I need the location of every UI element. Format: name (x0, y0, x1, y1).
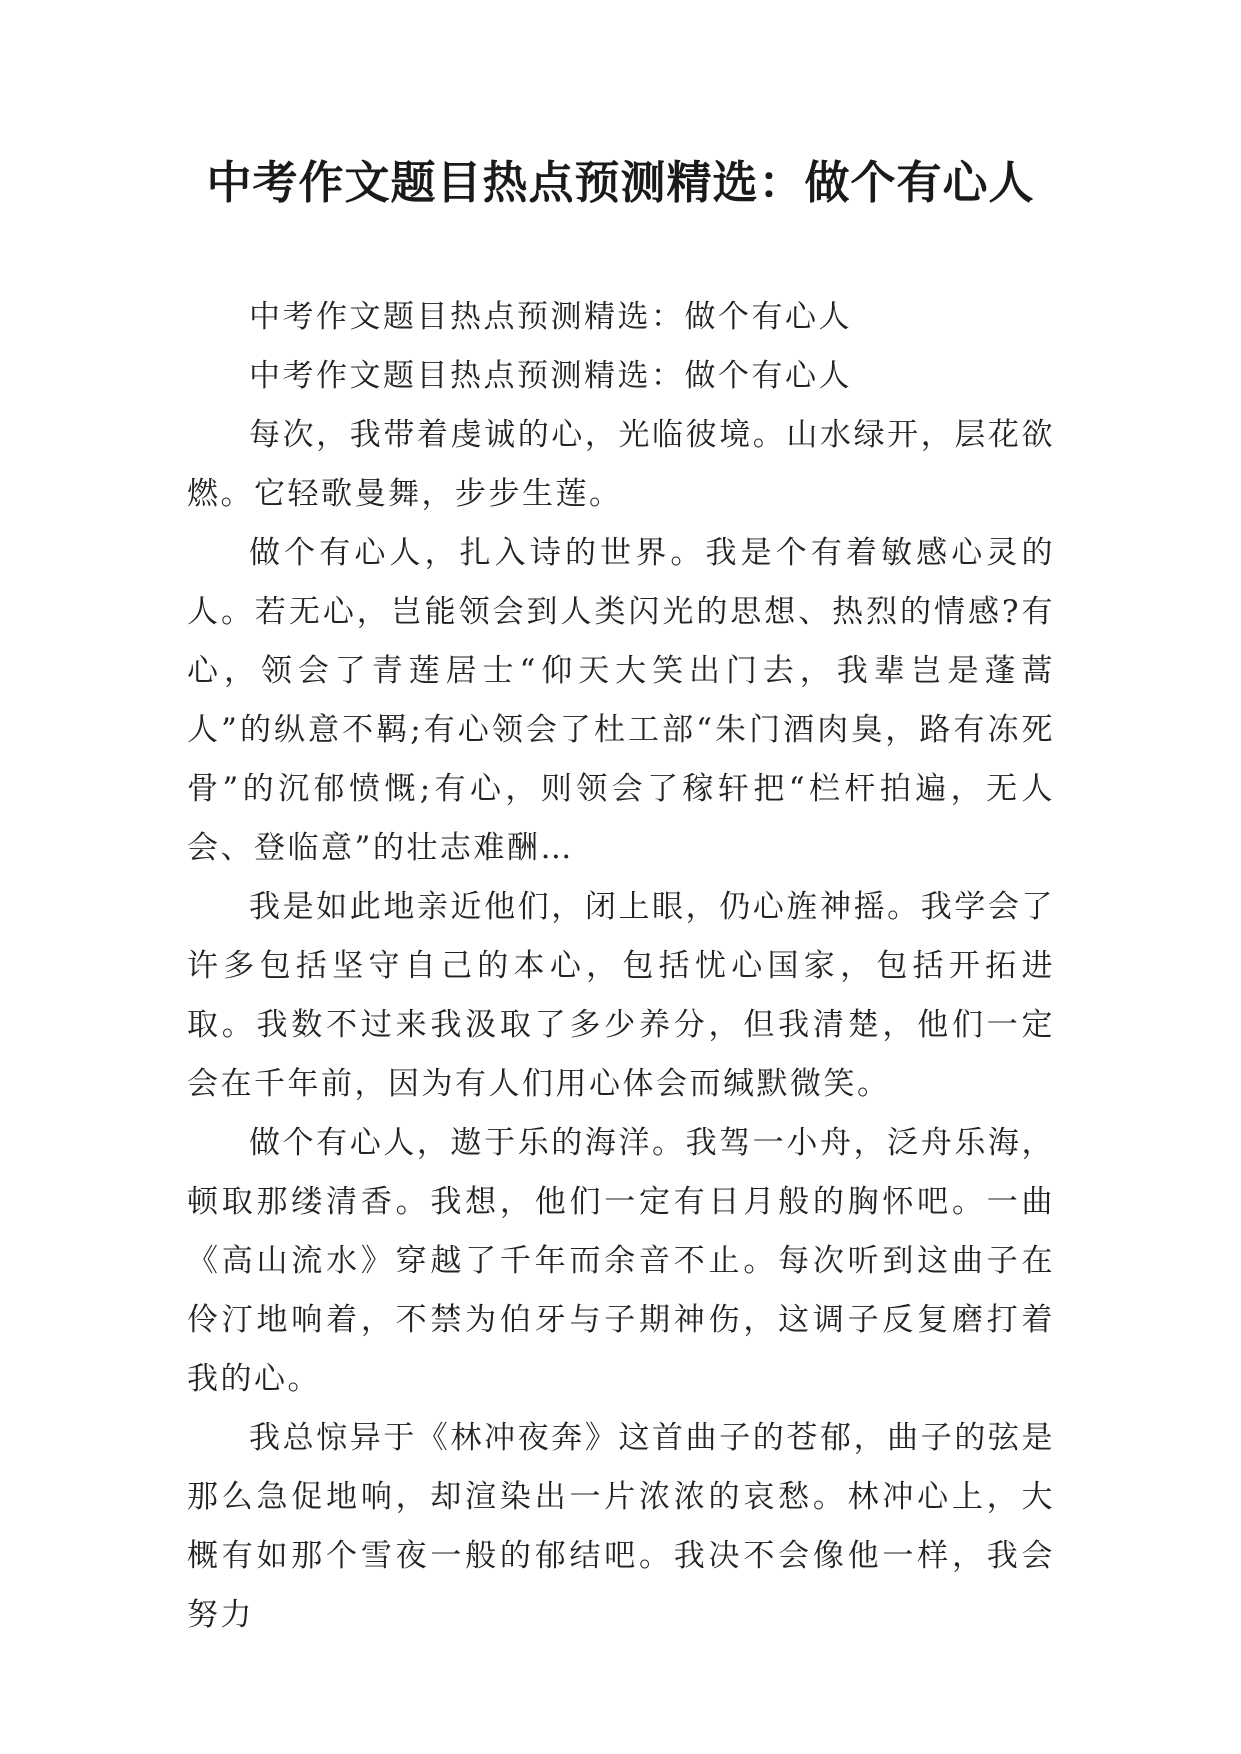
paragraph: 我总惊异于《林冲夜奔》这首曲子的苍郁，曲子的弦是那么急促地响，却渲染出一片浓浓的哀愁。林冲心上，大概有如那个雪夜一般的郁结吧。我决不会像他一样，我会努力 (187, 1420, 1055, 1633)
paragraph: 中考作文题目热点预测精选：做个有心人 (249, 358, 852, 394)
paragraph: 我是如此地亲近他们，闭上眼，仍心旌神摇。我学会了许多包括坚守自己的本心，包括忧心国家，包括开拓进取。我数不过来我汲取了多少养分，但我清楚，他们一定会在千年前，因为有人们用心体会而缄默微笑。 (187, 889, 1055, 1102)
document-body (187, 288, 1055, 1645)
paragraph: 每次，我带着虔诚的心，光临彼境。山水绿开，层花欲燃。它轻歌曼舞，步步生莲。 (187, 417, 1055, 512)
document-title: 中考作文题目热点预测精选：做个有心人 (206, 156, 1035, 209)
paragraph: 做个有心人，扎入诗的世界。我是个有着敏感心灵的人。若无心，岂能领会到人类闪光的思想、热烈的情感?有心，领会了青莲居士“仰天大笑出门去，我辈岂是蓬蒿人”的纵意不羁;有心领会了杜工部“朱门酒肉臭，路有冻死骨”的沉郁愤慨;有心，则领会了稼轩把“栏杆拍遍，无人会、登临意”的壮志难酬… (187, 535, 1055, 866)
paragraph: 做个有心人，遨于乐的海洋。我驾一小舟，泛舟乐海，顿取那缕清香。我想，他们一定有日月般的胸怀吧。一曲《高山流水》穿越了千年而余音不止。每次听到这曲子在伶汀地响着，不禁为伯牙与子期神伤，这调子反复磨打着我的心。 (187, 1125, 1055, 1397)
paragraph: 中考作文题目热点预测精选：做个有心人 (249, 299, 852, 335)
